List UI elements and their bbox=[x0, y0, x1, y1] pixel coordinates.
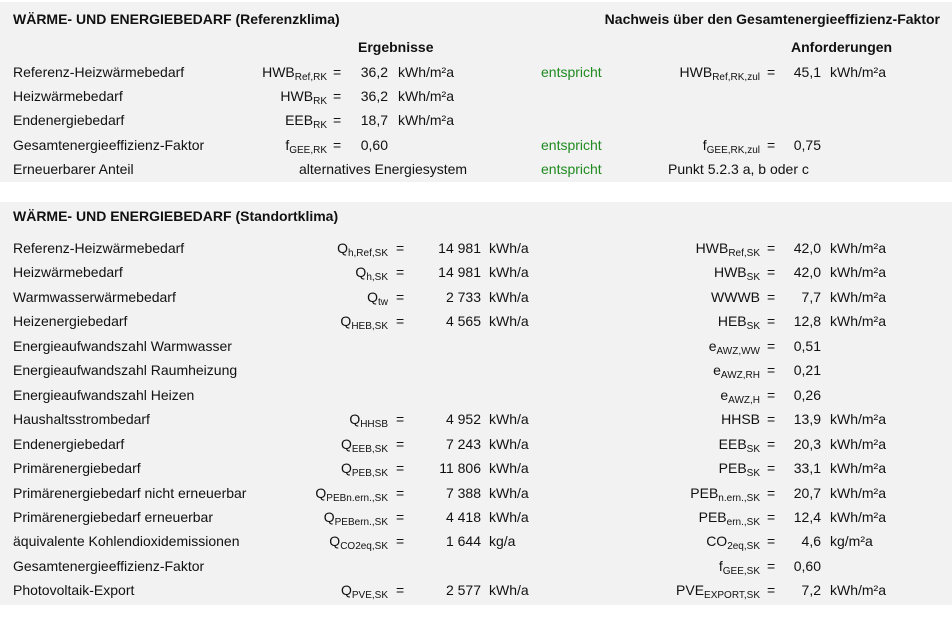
annual-symbol bbox=[324, 508, 388, 526]
specific-symbol-subscript: EXPORT,SK bbox=[704, 590, 760, 602]
specific-symbol-subscript: SK bbox=[746, 321, 760, 333]
annual-equals: = bbox=[396, 313, 405, 330]
annual-unit: kWh/a bbox=[489, 411, 529, 428]
annual-symbol-symbol: Q bbox=[340, 435, 352, 452]
equals-sign: = bbox=[333, 64, 342, 80]
annual-symbol-subscript: tw bbox=[378, 296, 388, 308]
row-label: Endenergiebedarf bbox=[13, 112, 125, 128]
row-label: Heizwärmebedarf bbox=[13, 264, 123, 281]
site-climate-panel bbox=[0, 202, 952, 605]
site-row bbox=[0, 361, 952, 383]
specific-equals: = bbox=[767, 288, 776, 305]
result-symbol bbox=[262, 63, 327, 81]
annual-symbol-symbol: Q bbox=[340, 313, 352, 330]
specific-symbol bbox=[709, 337, 760, 355]
annual-symbol bbox=[349, 410, 388, 431]
specific-symbol-subscript: SK bbox=[746, 468, 760, 480]
specific-symbol-subscript: SK bbox=[746, 272, 760, 284]
row-label: Primärenergiebedarf nicht erneuerbar bbox=[13, 484, 247, 501]
site-row bbox=[0, 337, 952, 359]
row-label: äquivalente Kohlendioxidemissionen bbox=[13, 533, 240, 550]
annual-value: 11 806 bbox=[439, 460, 481, 477]
specific-symbol-symbol: e bbox=[720, 386, 729, 403]
compliance-status: entspricht bbox=[541, 137, 602, 153]
specific-equals: = bbox=[767, 362, 776, 379]
annual-symbol-subscript: HHSB bbox=[360, 419, 388, 431]
specific-equals: = bbox=[767, 313, 776, 330]
specific-symbol bbox=[719, 557, 760, 575]
specific-equals: = bbox=[767, 508, 776, 525]
specific-symbol bbox=[711, 288, 760, 306]
annual-symbol-symbol: Q bbox=[329, 533, 341, 550]
requirement-symbol-subscript: GEE,RK,zul bbox=[706, 145, 760, 156]
specific-symbol-subscript: Ref,SK bbox=[728, 248, 760, 259]
result-symbol-symbol: HWB bbox=[262, 64, 295, 80]
requirement-equals: = bbox=[767, 64, 776, 80]
specific-symbol bbox=[719, 435, 760, 453]
site-row bbox=[0, 312, 952, 334]
specific-unit: kWh/m²a bbox=[830, 313, 886, 330]
result-symbol-subscript: Ref,RK bbox=[294, 72, 327, 83]
results-header: Ergebnisse bbox=[358, 39, 434, 55]
specific-symbol bbox=[713, 263, 760, 284]
specific-symbol-subscript: 2eq,SK bbox=[727, 541, 760, 553]
result-unit: kWh/m²a bbox=[398, 64, 454, 80]
annual-unit: kWh/a bbox=[489, 288, 529, 305]
specific-value: 12,4 bbox=[793, 508, 821, 525]
result-symbol-symbol: f bbox=[285, 137, 290, 153]
annual-unit: kWh/a bbox=[489, 508, 529, 525]
reference-climate-panel bbox=[0, 2, 952, 182]
annual-symbol bbox=[367, 288, 388, 306]
annual-unit: kWh/a bbox=[489, 313, 529, 330]
annual-symbol-symbol: Q bbox=[355, 264, 367, 281]
site-row bbox=[0, 581, 952, 603]
annual-symbol-subscript: h,Ref,SK bbox=[347, 248, 388, 259]
annual-equals: = bbox=[396, 264, 405, 281]
proof-subtitle: Nachweis über den Gesamtenergieeffizienz-Faktor bbox=[604, 11, 940, 27]
specific-symbol bbox=[718, 459, 760, 480]
reference-climate-title: WÄRME- UND ENERGIEBEDARF (Referenzklima) bbox=[13, 11, 340, 27]
requirement-unit: kWh/m²a bbox=[830, 64, 886, 80]
result-symbol-symbol: HWB bbox=[280, 88, 314, 104]
compliance-status: entspricht bbox=[541, 161, 602, 177]
annual-value: 2 577 bbox=[445, 582, 481, 599]
specific-unit: kWh/m²a bbox=[830, 435, 886, 452]
reference-row bbox=[0, 136, 952, 158]
reference-row bbox=[0, 63, 952, 85]
specific-equals: = bbox=[767, 264, 776, 281]
result-value: 18,7 bbox=[360, 112, 388, 128]
row-label: Referenz-Heizwärmebedarf bbox=[13, 64, 185, 80]
specific-unit: kWh/m²a bbox=[830, 582, 886, 599]
specific-equals: = bbox=[767, 337, 776, 354]
specific-symbol bbox=[721, 410, 760, 428]
annual-unit: kWh/a bbox=[489, 460, 529, 477]
annual-symbol-symbol: Q bbox=[349, 411, 361, 428]
row-label: Warmwasserwärmebedarf bbox=[13, 288, 176, 305]
site-row bbox=[0, 532, 952, 554]
annual-symbol-symbol: Q bbox=[340, 582, 352, 599]
specific-symbol-symbol: PEB bbox=[698, 508, 727, 525]
specific-symbol-subscript: AWZ,H bbox=[728, 394, 760, 406]
specific-symbol-symbol: CO bbox=[706, 533, 728, 550]
annual-symbol-subscript: h,SK bbox=[366, 272, 388, 284]
specific-value: 0,26 bbox=[793, 386, 821, 403]
annual-symbol bbox=[341, 435, 388, 453]
specific-equals: = bbox=[767, 386, 776, 403]
annual-symbol-subscript: PEBn.ern.,SK bbox=[326, 492, 388, 504]
result-unit: kWh/m²a bbox=[398, 112, 454, 128]
site-row bbox=[0, 410, 952, 432]
annual-symbol-symbol: Q bbox=[340, 460, 352, 477]
requirement-value: 45,1 bbox=[793, 64, 821, 80]
row-label: Haushaltsstrombedarf bbox=[13, 411, 150, 428]
row-label: Primärenergiebedarf erneuerbar bbox=[13, 508, 213, 525]
annual-value: 4 952 bbox=[445, 411, 481, 428]
annual-symbol-symbol: Q bbox=[367, 288, 378, 305]
specific-equals: = bbox=[767, 240, 776, 256]
site-row bbox=[0, 484, 952, 506]
specific-symbol-subscript: ern.,SK bbox=[726, 516, 760, 528]
annual-equals: = bbox=[396, 240, 405, 256]
specific-symbol bbox=[696, 239, 760, 257]
specific-symbol bbox=[720, 386, 760, 404]
site-row bbox=[0, 557, 952, 579]
requirements-header: Anforderungen bbox=[791, 39, 893, 55]
reference-row bbox=[0, 87, 952, 109]
specific-symbol-symbol: WWWB bbox=[711, 288, 760, 305]
row-label: Heizenergiebedarf bbox=[13, 313, 128, 330]
annual-symbol-subscript: PVE,SK bbox=[351, 590, 388, 602]
annual-equals: = bbox=[396, 435, 405, 452]
specific-symbol-subscript: AWZ,WW bbox=[716, 345, 760, 357]
annual-symbol-symbol: Q bbox=[337, 240, 348, 256]
specific-symbol-subscript: AWZ,RH bbox=[720, 370, 760, 382]
specific-value: 33,1 bbox=[793, 460, 821, 477]
annual-value: 14 981 bbox=[438, 264, 481, 281]
specific-symbol bbox=[699, 508, 760, 526]
site-climate-title: WÄRME- UND ENERGIEBEDARF (Standortklima) bbox=[13, 208, 339, 224]
specific-equals: = bbox=[767, 484, 776, 501]
annual-value: 1 644 bbox=[445, 533, 481, 550]
specific-equals: = bbox=[767, 582, 776, 599]
specific-equals: = bbox=[767, 557, 776, 574]
specific-symbol-symbol: e bbox=[713, 362, 721, 379]
annual-equals: = bbox=[396, 288, 405, 305]
specific-symbol-symbol: PEB bbox=[690, 484, 719, 501]
annual-value: 4 565 bbox=[445, 313, 481, 330]
row-label: Primärenergiebedarf bbox=[13, 460, 141, 477]
row-label: Heizwärmebedarf bbox=[13, 88, 123, 104]
result-value: 0,60 bbox=[360, 137, 388, 153]
annual-symbol-subscript: PEB,SK bbox=[351, 468, 388, 480]
requirement-symbol bbox=[703, 136, 760, 154]
result-value: 36,2 bbox=[360, 88, 388, 104]
row-label: Referenz-Heizwärmebedarf bbox=[13, 240, 185, 256]
requirement-symbol-subscript: Ref,RK,zul bbox=[712, 72, 760, 83]
specific-unit: kWh/m²a bbox=[830, 264, 886, 281]
annual-unit: kWh/a bbox=[489, 435, 529, 452]
annual-equals: = bbox=[396, 508, 405, 525]
specific-symbol-subscript: SK bbox=[746, 443, 760, 455]
requirement-equals: = bbox=[767, 137, 776, 153]
annual-symbol bbox=[340, 312, 388, 333]
specific-symbol bbox=[713, 361, 760, 382]
specific-equals: = bbox=[767, 460, 776, 477]
specific-value: 42,0 bbox=[793, 240, 821, 256]
specific-symbol bbox=[676, 581, 760, 602]
annual-symbol bbox=[337, 239, 388, 257]
specific-value: 4,6 bbox=[801, 533, 821, 550]
row-label: Energieaufwandszahl Heizen bbox=[13, 386, 195, 403]
result-symbol-symbol: EEB bbox=[285, 112, 314, 128]
specific-symbol-symbol: EEB bbox=[718, 435, 747, 452]
annual-equals: = bbox=[396, 484, 405, 501]
specific-symbol bbox=[690, 484, 760, 502]
specific-symbol bbox=[706, 532, 760, 553]
specific-value: 0,60 bbox=[793, 557, 821, 574]
requirement-text: Punkt 5.2.3 a, b oder c bbox=[668, 161, 809, 177]
annual-equals: = bbox=[396, 460, 405, 477]
row-label: Gesamtenergieeffizienz-Faktor bbox=[13, 137, 205, 153]
requirement-symbol-symbol: f bbox=[702, 137, 707, 153]
specific-value: 7,2 bbox=[801, 582, 821, 599]
annual-unit: kWh/a bbox=[489, 484, 529, 501]
annual-equals: = bbox=[396, 533, 405, 550]
specific-equals: = bbox=[767, 533, 776, 550]
result-symbol bbox=[285, 136, 327, 154]
specific-value: 42,0 bbox=[793, 264, 821, 281]
requirement-symbol-symbol: HWB bbox=[679, 64, 713, 80]
reference-row bbox=[0, 111, 952, 133]
annual-symbol bbox=[340, 581, 388, 602]
equals-sign: = bbox=[333, 112, 342, 128]
specific-value: 0,51 bbox=[793, 337, 821, 354]
result-value: 36,2 bbox=[360, 64, 388, 80]
annual-symbol-subscript: CO2eq,SK bbox=[340, 541, 388, 553]
annual-equals: = bbox=[396, 411, 405, 428]
annual-unit: kWh/a bbox=[489, 264, 529, 281]
compliance-status: entspricht bbox=[541, 64, 602, 80]
specific-unit: kWh/m²a bbox=[830, 411, 886, 428]
annual-symbol bbox=[355, 263, 388, 284]
specific-equals: = bbox=[767, 411, 776, 428]
specific-unit: kWh/m²a bbox=[830, 240, 886, 256]
specific-symbol-symbol: HWB bbox=[713, 264, 747, 281]
annual-value: 4 418 bbox=[445, 508, 481, 525]
specific-symbol-symbol: PEB bbox=[718, 460, 747, 477]
result-symbol bbox=[285, 111, 327, 129]
site-row bbox=[0, 435, 952, 457]
annual-symbol-subscript: HEB,SK bbox=[351, 321, 388, 333]
specific-value: 12,8 bbox=[793, 313, 821, 330]
site-row bbox=[0, 508, 952, 530]
specific-unit: kWh/m²a bbox=[830, 288, 886, 305]
specific-value: 20,3 bbox=[793, 435, 821, 452]
text-value: alternatives Energiesystem bbox=[299, 161, 468, 177]
specific-value: 7,7 bbox=[801, 288, 821, 305]
annual-symbol-subscript: EEB,SK bbox=[351, 443, 388, 455]
annual-symbol bbox=[340, 459, 388, 480]
specific-symbol-symbol: HHSB bbox=[721, 411, 760, 428]
row-label: Erneuerbarer Anteil bbox=[13, 161, 134, 177]
annual-symbol-symbol: Q bbox=[323, 508, 335, 525]
equals-sign: = bbox=[333, 88, 342, 104]
site-row bbox=[0, 239, 952, 261]
site-row bbox=[0, 386, 952, 408]
specific-equals: = bbox=[767, 435, 776, 452]
annual-value: 2 733 bbox=[445, 288, 481, 305]
requirement-value: 0,75 bbox=[793, 137, 821, 153]
annual-value: 7 243 bbox=[445, 435, 481, 452]
specific-symbol-symbol: HWB bbox=[695, 240, 729, 256]
site-row bbox=[0, 459, 952, 481]
annual-unit: kg/a bbox=[489, 533, 516, 550]
reference-row bbox=[0, 160, 952, 182]
requirement-symbol bbox=[680, 63, 760, 81]
result-symbol-subscript: GEE,RK bbox=[289, 145, 327, 156]
row-label: Energieaufwandszahl Warmwasser bbox=[13, 337, 232, 354]
specific-symbol-subscript: n.ern.,SK bbox=[718, 492, 760, 504]
specific-unit: kWh/m²a bbox=[830, 508, 886, 525]
specific-unit: kWh/m²a bbox=[830, 484, 886, 501]
equals-sign: = bbox=[333, 137, 342, 153]
row-label: Gesamtenergieeffizienz-Faktor bbox=[13, 557, 205, 574]
row-label: Photovoltaik-Export bbox=[13, 582, 135, 599]
specific-symbol-symbol: HEB bbox=[717, 313, 747, 330]
result-symbol-subscript: RK bbox=[313, 96, 327, 107]
specific-value: 20,7 bbox=[793, 484, 821, 501]
result-symbol bbox=[280, 87, 327, 105]
site-row bbox=[0, 288, 952, 310]
annual-value: 14 981 bbox=[438, 240, 481, 256]
specific-unit: kWh/m²a bbox=[830, 460, 886, 477]
result-unit: kWh/m²a bbox=[398, 88, 454, 104]
annual-equals: = bbox=[396, 582, 405, 599]
specific-value: 13,9 bbox=[793, 411, 821, 428]
specific-symbol-symbol: e bbox=[708, 337, 717, 354]
row-label: Energieaufwandszahl Raumheizung bbox=[13, 362, 238, 379]
annual-unit: kWh/a bbox=[489, 240, 529, 256]
annual-symbol bbox=[315, 484, 388, 502]
site-row bbox=[0, 263, 952, 285]
result-symbol-subscript: RK bbox=[313, 120, 327, 131]
annual-unit: kWh/a bbox=[489, 582, 529, 599]
annual-symbol bbox=[329, 532, 388, 553]
specific-unit: kg/m²a bbox=[830, 533, 873, 550]
specific-symbol bbox=[717, 312, 760, 333]
specific-symbol-symbol: f bbox=[718, 557, 723, 574]
specific-symbol-symbol: PVE bbox=[676, 582, 705, 599]
specific-symbol-subscript: GEE,SK bbox=[722, 565, 760, 577]
annual-symbol-subscript: PEBern.,SK bbox=[334, 516, 388, 528]
annual-value: 7 388 bbox=[445, 484, 481, 501]
row-label: Endenergiebedarf bbox=[13, 435, 125, 452]
annual-symbol-symbol: Q bbox=[315, 484, 327, 501]
specific-value: 0,21 bbox=[793, 362, 821, 379]
